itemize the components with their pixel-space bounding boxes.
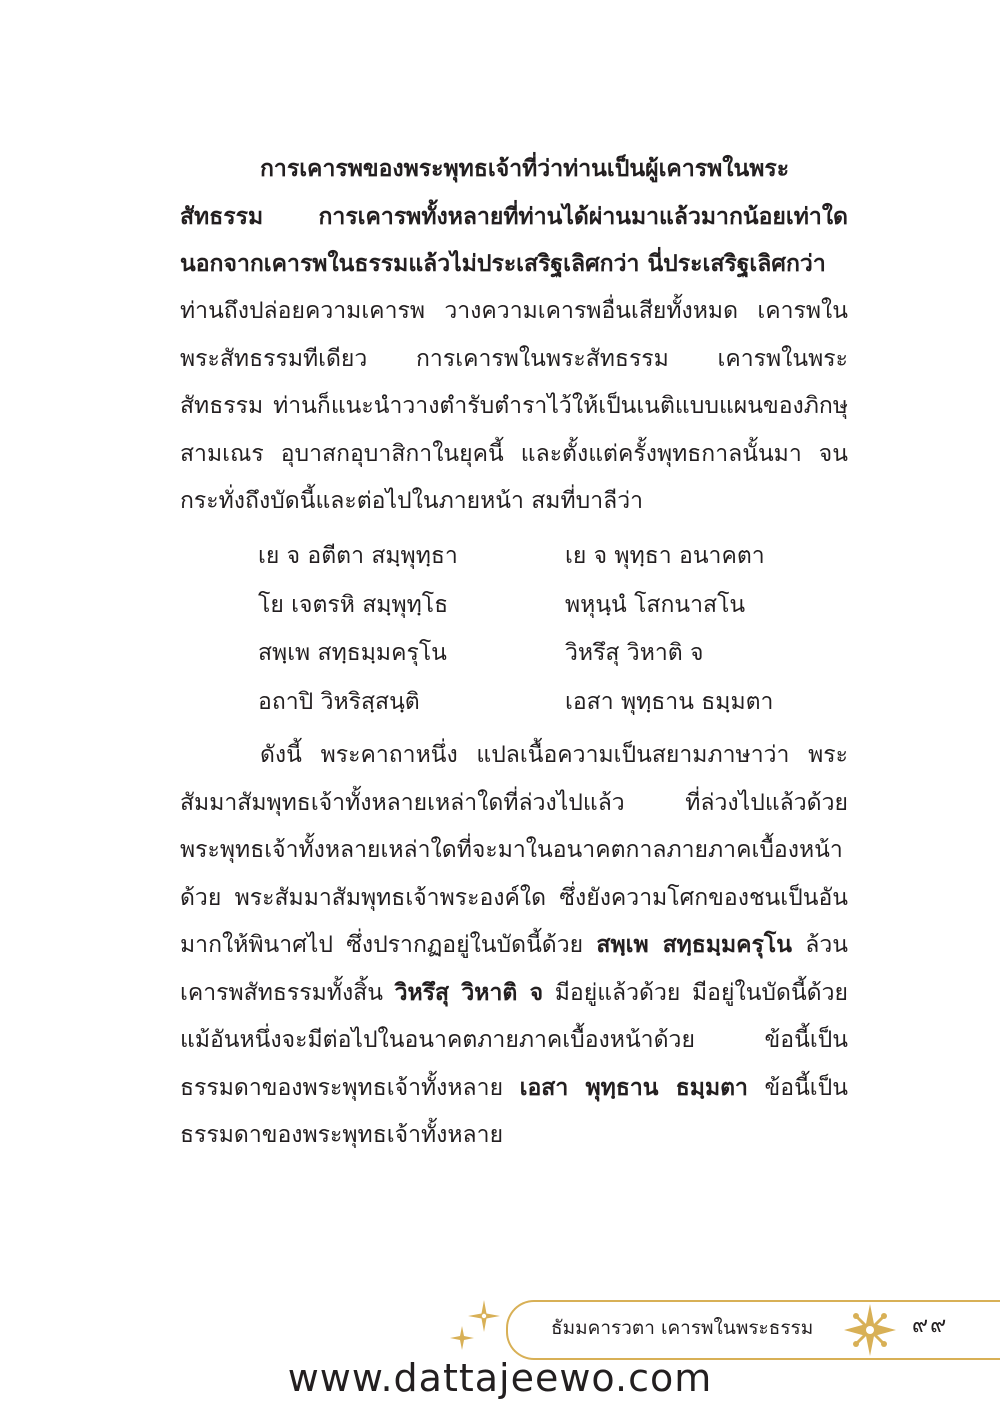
verse-right: วิหรึสุ วิหาติ จ <box>565 640 704 666</box>
verse-left: อถาปิ วิหริสฺสนฺติ <box>258 688 420 715</box>
verse-row <box>258 581 818 630</box>
verse-row <box>258 629 818 678</box>
pali-phrase-bold: สพฺเพ สทฺธมฺมครุโน <box>596 932 792 958</box>
verse-left: สพฺเพ สทฺธมฺมครุโน <box>258 640 447 666</box>
verse-left: โย เจตรหิ สมฺพุทฺโธ <box>258 591 449 618</box>
running-footer-title: ธัมมคารวตา เคารพในพระธรรม <box>551 1317 814 1339</box>
paragraph-body: ท่านถึงปล่อยความเคารพ วางความเคารพอื่นเสียทั้งหมด เคารพในพระสัทธรรมทีเดียว การเคารพในพระสัทธรรม เคารพในพระสัทธรรม ท่านก็แนะนำวางตำรับตำราไว้ให้เป็นเนติแบบแผนของภิกษุสามเณร อุบาสกอุบาสิกาในยุคนี้ และตั้งแต่ครั้งพุทธกาลนั้นมา จนกระทั่งถึงบัดนี้และต่อไปในภายหน้า สมที่บาลีว่า <box>180 298 848 514</box>
paragraph-translation <box>180 732 848 1160</box>
pali-verses <box>258 532 818 726</box>
verse-row <box>258 678 818 727</box>
pali-phrase-bold: เอสา พุทฺธาน ธมฺมตา <box>519 1074 748 1101</box>
verse-row <box>258 532 818 581</box>
page-number: ๙๙ <box>912 1313 949 1338</box>
translation-text: ล้วนเคารพสัทธรรมทั้งสิ้น <box>180 932 849 1006</box>
sparkle-ornament-icon <box>448 1324 476 1352</box>
pali-phrase-bold: วิหรึสุ วิหาติ จ <box>394 979 544 1006</box>
verse-right: เอสา พุทฺธาน ธมฺมตา <box>565 688 774 715</box>
translation-text: ข้อนี้เป็นธรรมดาของพระพุทธเจ้าทั้งหลาย <box>180 1074 848 1148</box>
verse-right: พหุนฺนํ โสกนาสโน <box>565 591 746 618</box>
verse-left: เย จ อตีตา สมฺพุทฺธา <box>258 543 458 569</box>
website-watermark: www.dattajeewo.com <box>287 1356 713 1400</box>
translation-text: ดังนี้ พระคาถาหนึ่ง แปลเนื้อความเป็นสยามภาษาว่า พระสัมมาสัมพุทธเจ้าทั้งหลายเหล่าใดที่ล่วงไปแล้ว ที่ล่วงไปแล้วด้วย พระพุทธเจ้าทั้งหลายเหล่าใดที่จะมาในอนาคตกาลภายภาคเบื้องหน้าด้วย พระสัมมาสัมพุทธเจ้าพระองค์ใด ซึ่งยังความโศกของชนเป็นอันมากให้พินาศไป ซึ่งปรากฏอยู่ในบัดนี้ด้วย <box>180 742 848 958</box>
paragraph-bold-intro: การเคารพของพระพุทธเจ้าที่ว่าท่านเป็นผู้เคารพในพระสัทธรรม การเคารพทั้งหลายที่ท่านได้ผ่านมาแล้วมากน้อยเท่าใด นอกจากเคารพในธรรมแล้วไม่ประเสริฐเลิศกว่า นี่ประเสริฐเลิศกว่า <box>180 156 848 277</box>
verse-right: เย จ พุทฺธา อนาคตา <box>565 543 765 569</box>
translation-text: มีอยู่แล้วด้วย มีอยู่ในบัดนี้ด้วย แม้อันหนึ่งจะมีต่อไปในอนาคตภายภาคเบื้องหน้าด้วย ข้อนี้เป็นธรรมดาของพระพุทธเจ้าทั้งหลาย <box>180 979 849 1101</box>
